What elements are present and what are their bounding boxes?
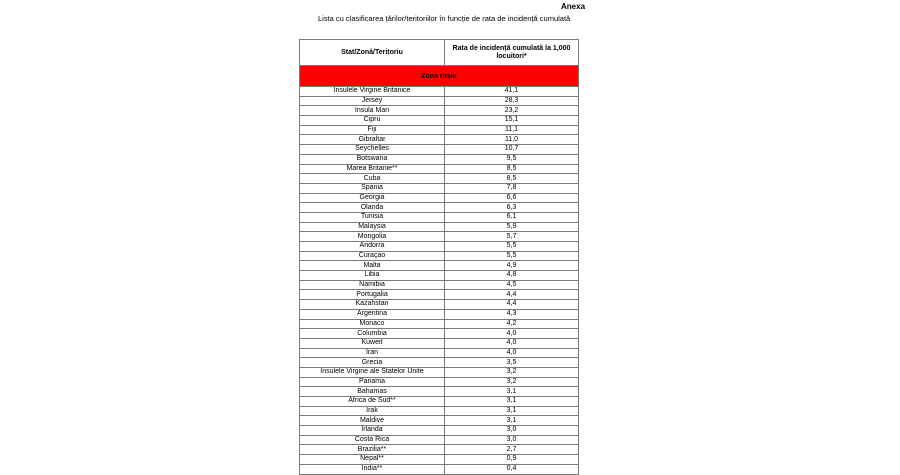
- country-cell: Libia: [300, 271, 445, 281]
- rate-cell: 4,0: [445, 338, 579, 348]
- rate-cell: 10,7: [445, 145, 579, 155]
- country-cell: Curaçao: [300, 251, 445, 261]
- rate-cell: 7,8: [445, 183, 579, 193]
- table-row: [300, 193, 579, 203]
- annex-label: Anexa: [561, 2, 586, 11]
- table-row: [300, 445, 579, 455]
- table-row: [300, 455, 579, 465]
- country-cell: Seychelles: [300, 145, 445, 155]
- table-row: [300, 358, 579, 368]
- table-row: [300, 212, 579, 222]
- table-row: [300, 145, 579, 155]
- rate-cell: 3,2: [445, 377, 579, 387]
- country-cell: Jersey: [300, 96, 445, 106]
- table-row: [300, 377, 579, 387]
- rate-cell: 2,7: [445, 445, 579, 455]
- country-cell: Botswana: [300, 154, 445, 164]
- table-row: [300, 280, 579, 290]
- table-row: [300, 174, 579, 184]
- table-row: [300, 183, 579, 193]
- country-cell: Africa de Sud**: [300, 397, 445, 407]
- table-row: [300, 116, 579, 126]
- table-row: [300, 106, 579, 116]
- rate-cell: 5,5: [445, 242, 579, 252]
- country-cell: Maldive: [300, 416, 445, 426]
- table-row: [300, 87, 579, 97]
- table-row: [300, 290, 579, 300]
- rate-cell: 23,2: [445, 106, 579, 116]
- country-cell: Irak: [300, 406, 445, 416]
- rate-cell: 3,1: [445, 397, 579, 407]
- country-cell: Grecia: [300, 358, 445, 368]
- zone-label: Zona roșie: [300, 66, 579, 87]
- country-cell: Cipru: [300, 116, 445, 126]
- table-row: [300, 300, 579, 310]
- rate-cell: 15,1: [445, 116, 579, 126]
- incidence-table: [299, 39, 579, 475]
- country-cell: Columbia: [300, 329, 445, 339]
- table-row: [300, 367, 579, 377]
- country-cell: Bahamas: [300, 387, 445, 397]
- rate-cell: 5,9: [445, 222, 579, 232]
- country-cell: Kuweit: [300, 338, 445, 348]
- country-cell: Malaysia: [300, 222, 445, 232]
- country-cell: Iran: [300, 348, 445, 358]
- country-cell: Spania: [300, 183, 445, 193]
- table-row: [300, 397, 579, 407]
- country-cell: Fiji: [300, 125, 445, 135]
- table-row: [300, 426, 579, 436]
- rate-cell: 11,0: [445, 135, 579, 145]
- table-header-row: [300, 40, 579, 66]
- country-cell: Argentina: [300, 309, 445, 319]
- table-row: [300, 319, 579, 329]
- zone-row: [300, 66, 579, 87]
- rate-cell: 5,5: [445, 251, 579, 261]
- header-rate: Rata de incidență cumulată la 1,000 locuitori*: [445, 40, 579, 66]
- country-cell: Andorra: [300, 242, 445, 252]
- table-row: [300, 309, 579, 319]
- rate-cell: 4,0: [445, 348, 579, 358]
- country-cell: India**: [300, 464, 445, 474]
- country-cell: Tunisia: [300, 212, 445, 222]
- rate-cell: 3,5: [445, 358, 579, 368]
- rate-cell: 6,6: [445, 193, 579, 203]
- table-row: [300, 203, 579, 213]
- table-row: [300, 96, 579, 106]
- country-cell: Olanda: [300, 203, 445, 213]
- rate-cell: 3,2: [445, 367, 579, 377]
- table-row: [300, 406, 579, 416]
- country-cell: Brazilia**: [300, 445, 445, 455]
- country-cell: Cuba: [300, 174, 445, 184]
- table-row: [300, 261, 579, 271]
- country-cell: Nepal**: [300, 455, 445, 465]
- rate-cell: 8,5: [445, 174, 579, 184]
- rate-cell: 3,1: [445, 387, 579, 397]
- table-row: [300, 416, 579, 426]
- table-row: [300, 222, 579, 232]
- table-row: [300, 232, 579, 242]
- country-cell: Namibia: [300, 280, 445, 290]
- country-cell: Monaco: [300, 319, 445, 329]
- rate-cell: 4,2: [445, 319, 579, 329]
- table-row: [300, 338, 579, 348]
- rate-cell: 0,4: [445, 464, 579, 474]
- country-cell: Insulele Virgine Britanice: [300, 87, 445, 97]
- rate-cell: 28,3: [445, 96, 579, 106]
- table-row: [300, 242, 579, 252]
- rate-cell: 4,5: [445, 280, 579, 290]
- rate-cell: 3,0: [445, 435, 579, 445]
- country-cell: Portugalia: [300, 290, 445, 300]
- country-cell: Marea Britanie**: [300, 164, 445, 174]
- country-cell: Gibraltar: [300, 135, 445, 145]
- rate-cell: 4,0: [445, 329, 579, 339]
- rate-cell: 5,7: [445, 232, 579, 242]
- rate-cell: 41,1: [445, 87, 579, 97]
- header-country: Stat/Zonă/Teritoriu: [300, 40, 445, 66]
- rate-cell: 4,4: [445, 290, 579, 300]
- rate-cell: 11,1: [445, 125, 579, 135]
- country-cell: Insulele Virgine ale Statelor Unite: [300, 367, 445, 377]
- rate-cell: 0,9: [445, 455, 579, 465]
- table-row: [300, 435, 579, 445]
- country-cell: Insula Man: [300, 106, 445, 116]
- country-cell: Irlanda: [300, 426, 445, 436]
- table-row: [300, 251, 579, 261]
- country-cell: Malta: [300, 261, 445, 271]
- table-row: [300, 464, 579, 474]
- rate-cell: 3,0: [445, 426, 579, 436]
- table-row: [300, 329, 579, 339]
- country-cell: Mongolia: [300, 232, 445, 242]
- country-cell: Panama: [300, 377, 445, 387]
- rate-cell: 6,1: [445, 212, 579, 222]
- country-cell: Costa Rica: [300, 435, 445, 445]
- document-subtitle: Lista cu clasificarea țărilor/teritoriilor în funcție de rata de incidență cumulată: [318, 14, 571, 23]
- rate-cell: 3,1: [445, 406, 579, 416]
- country-cell: Georgia: [300, 193, 445, 203]
- table-row: [300, 387, 579, 397]
- rate-cell: 9,5: [445, 154, 579, 164]
- table-row: [300, 154, 579, 164]
- rate-cell: 4,3: [445, 309, 579, 319]
- country-cell: Kazahstan: [300, 300, 445, 310]
- rate-cell: 4,8: [445, 271, 579, 281]
- table-row: [300, 125, 579, 135]
- table-row: [300, 135, 579, 145]
- rate-cell: 4,4: [445, 300, 579, 310]
- table-row: [300, 164, 579, 174]
- table-row: [300, 271, 579, 281]
- rate-cell: 6,3: [445, 203, 579, 213]
- rate-cell: 4,9: [445, 261, 579, 271]
- rate-cell: 8,5: [445, 164, 579, 174]
- rate-cell: 3,1: [445, 416, 579, 426]
- table-row: [300, 348, 579, 358]
